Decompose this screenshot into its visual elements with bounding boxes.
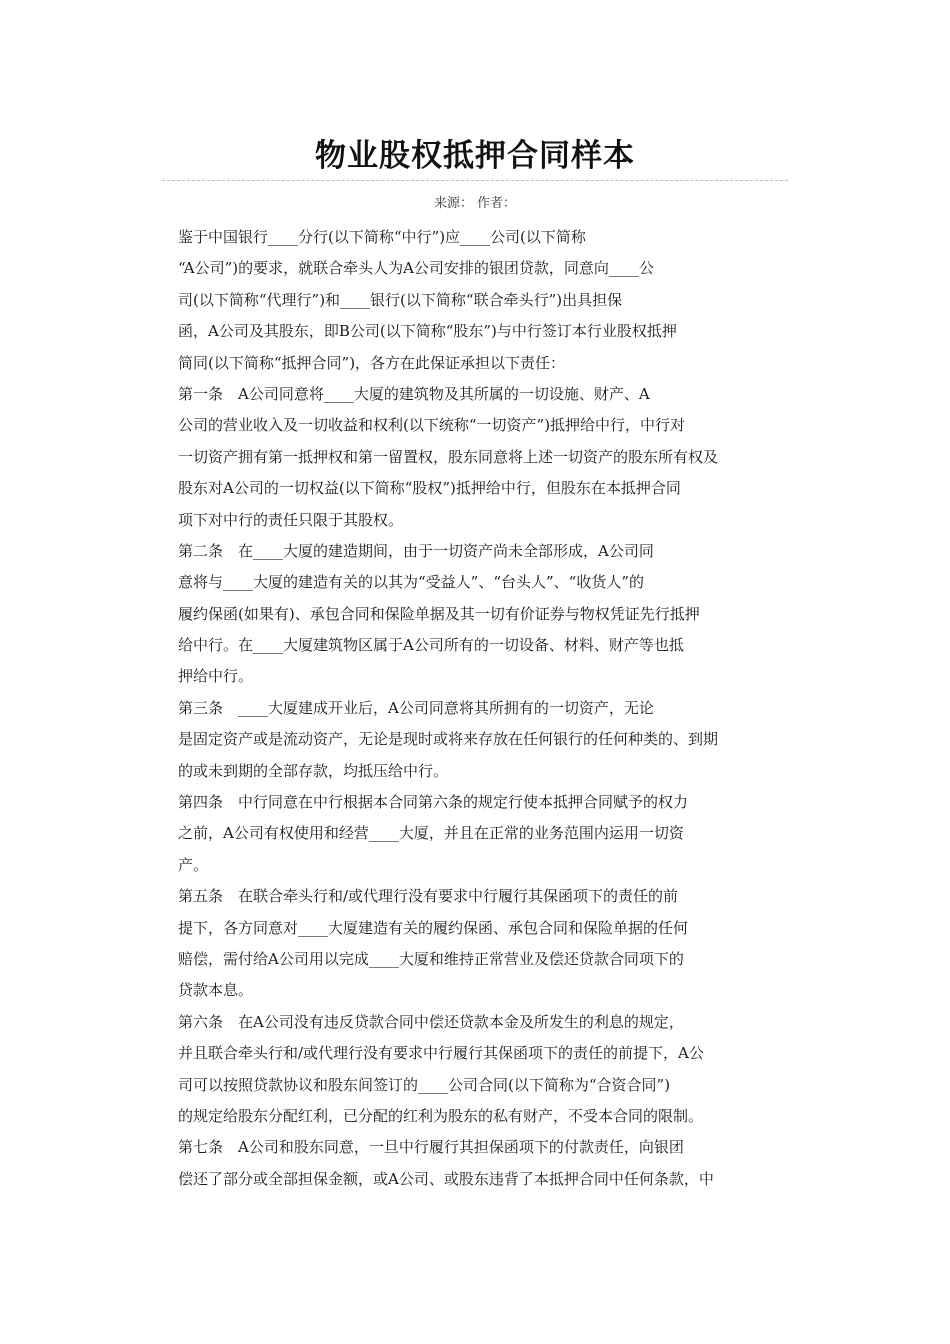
text-line: 一切资产拥有第一抵押权和第一留置权，股东同意将上述一切资产的股东所有权及 [178, 447, 719, 466]
text-line: 是固定资产或是流动资产，无论是现时或将来存放在任何银行的任何种类的、到期 [178, 730, 719, 749]
text-line: 第四条 中行同意在中行根据本合同第六条的规定行使本抵押合同赋予的权力 [178, 793, 689, 812]
source-label: 来源： [433, 196, 473, 211]
text-line: 函，A公司及其股东，即B公司(以下简称“股东”)与中行签订本行业股权抵押 [178, 322, 677, 341]
text-line: “A公司”)的要求，就联合牵头人为A公司安排的银团贷款，同意向____公 [178, 259, 654, 278]
text-line: 的或未到期的全部存款，均抵压给中行。 [178, 761, 449, 780]
text-line: 贷款本息。 [178, 981, 254, 1000]
text-line: 之前，A公司有权使用和经营____大厦，并且在正常的业务范围内运用一切资 [178, 824, 684, 843]
text-line: 的规定给股东分配红利，已分配的红利为股东的私有财产，不受本合同的限制。 [178, 1106, 704, 1125]
text-line: 鉴于中国银行____分行(以下简称“中行”)应____公司(以下简称 [178, 228, 586, 246]
text-line: 第二条 在____大厦的建造期间，由于一切资产尚未全部形成，A公司同 [178, 541, 654, 560]
document-meta [0, 192, 950, 211]
text-line: 司可以按照贷款协议和股东间签订的____公司合同(以下简称为“合资合同”) [178, 1075, 671, 1094]
text-line: 第一条 A公司同意将____大厦的建筑物及其所属的一切设施、财产、A [178, 384, 650, 403]
text-line: 给中行。在____大厦建筑物区属于A公司所有的一切设备、材料、财产等也抵 [178, 636, 684, 655]
text-line: 简同(以下简称“抵押合同”)，各方在此保证承担以下责任： [178, 353, 566, 372]
text-line: 履约保函(如果有)、承包合同和保险单据及其一切有价证券与物权凭证先行抵押 [178, 604, 700, 623]
text-line: 并且联合牵头行和/或代理行没有要求中行履行其保函项下的责任的前提下，A公 [178, 1044, 704, 1063]
text-line: 第六条 在A公司没有违反贷款合同中偿还贷款本金及所发生的利息的规定， [178, 1012, 684, 1031]
title-divider [162, 180, 788, 181]
document-body [178, 222, 788, 1195]
text-line: 偿还了部分或全部担保金额，或A公司、或股东违背了本抵押合同中任何条款，中 [178, 1169, 714, 1188]
text-line: 赔偿，需付给A公司用以完成____大厦和维持正常营业及偿还贷款合同项下的 [178, 949, 684, 968]
text-line: 项下对中行的责任只限于其股权。 [178, 510, 404, 529]
text-line: 提下，各方同意对____大厦建造有关的履约保函、承包合同和保险单据的任何 [178, 918, 689, 937]
text-line: 第三条 ____大厦建成开业后，A公司同意将其所拥有的一切资产，无论 [178, 698, 654, 717]
text-line: 意将与____大厦的建造有关的以其为“受益人”、“台头人”、“收货人”的 [178, 573, 645, 592]
text-line: 第七条 A公司和股东同意，一旦中行履行其担保函项下的付款责任，向银团 [178, 1138, 684, 1157]
text-line: 第五条 在联合牵头行和/或代理行没有要求中行履行其保函项下的责任的前 [178, 887, 679, 906]
text-line: 产。 [178, 855, 209, 874]
text-line: 押给中行。 [178, 667, 254, 686]
text-line: 公司的营业收入及一切收益和权利(以下统称“一切资产”)抵押给中行，中行对 [178, 416, 686, 435]
author-label: 作者： [477, 196, 517, 211]
text-line: 司(以下简称“代理行”)和____银行(以下简称“联合牵头行”)出具担保 [178, 290, 623, 309]
document-title: 物业股权抵押合同样本 [315, 138, 635, 174]
text-line: 股东对A公司的一切权益(以下简称“股权”)抵押给中行，但股东在本抵押合同 [178, 479, 681, 498]
